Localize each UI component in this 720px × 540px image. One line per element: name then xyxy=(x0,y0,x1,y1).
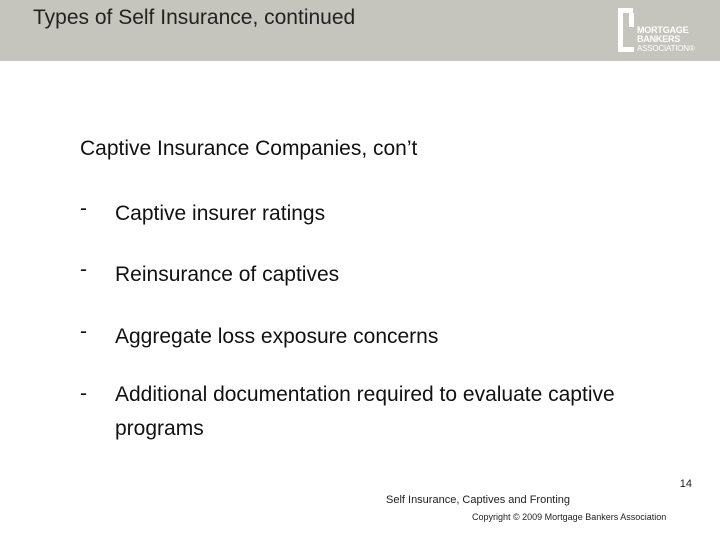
logo-wordmark xyxy=(637,26,695,53)
bullet-dash: - xyxy=(80,382,87,405)
logo-line-bankers: BANKERS xyxy=(637,34,681,44)
bullet-text: Captive insurer ratings xyxy=(115,202,326,225)
bullet-text: Additional documentation required to evaluate captive programs xyxy=(115,383,615,440)
page-number: 14 xyxy=(679,478,692,490)
logo-line-mortgage: MORTGAGE xyxy=(637,25,689,35)
bullet-text: Aggregate loss exposure concerns xyxy=(115,325,439,348)
footer-title: Self Insurance, Captives and Fronting xyxy=(386,494,571,506)
logo-line-association: ASSOCIATION® xyxy=(637,44,695,53)
bullet-dash: - xyxy=(80,320,87,343)
bullet-text: Reinsurance of captives xyxy=(115,263,340,286)
slide-title: Types of Self Insurance, continued xyxy=(33,6,356,29)
mba-logo xyxy=(618,8,698,52)
mba-logo-icon xyxy=(618,8,636,52)
slide-subtitle: Captive Insurance Companies, con’t xyxy=(80,137,418,160)
footer-copyright: Copyright © 2009 Mortgage Bankers Association xyxy=(472,512,667,522)
slide-header xyxy=(0,0,720,61)
bullet-dash: - xyxy=(80,258,87,281)
bullet-dash: - xyxy=(80,197,87,220)
